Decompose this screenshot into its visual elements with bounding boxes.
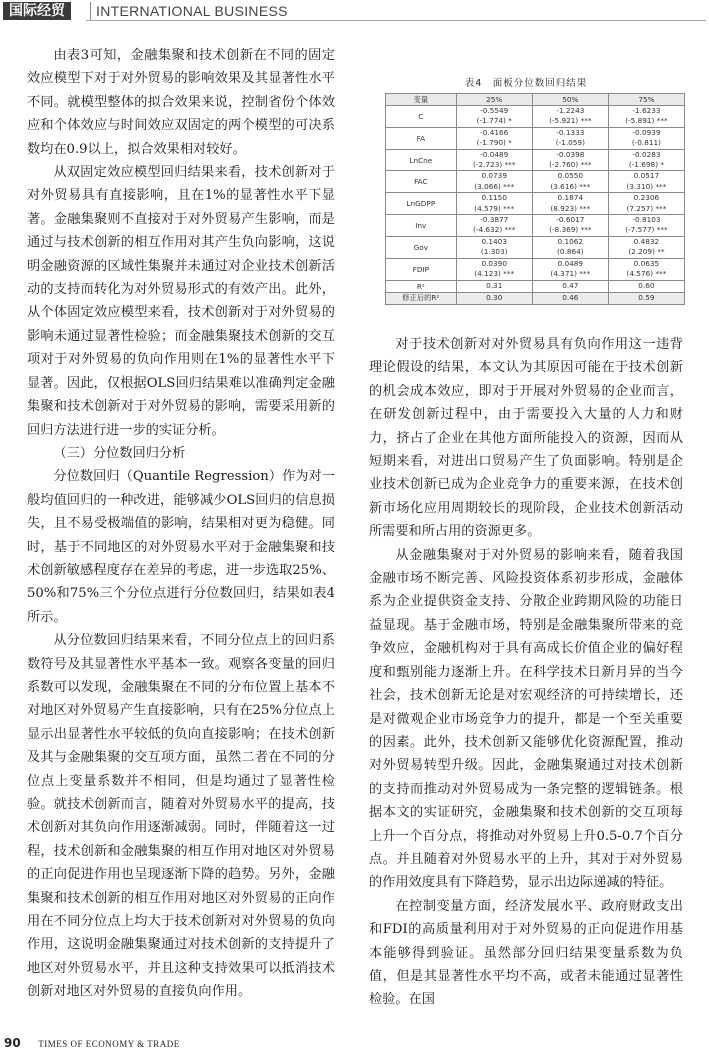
value-cell [456,149,532,171]
t-statistic: (-1.774) * [476,116,512,126]
column-header: 50% [532,94,608,106]
value-cell [456,127,532,149]
paragraph: 从金融集聚对于对外贸易的影响来看，随着我国金融市场不断完善、风险投资体系初步形成，金融体系为企业提供资金支持、分散企业跨期风险的功能日益显现。基于金融市场，特别是金融集聚所带来的竞争效应，金融机构对于具有高成长价值企业的偏好程度和甄别能力逐渐上升。在科学技术日新月异的当今社会，技术创新无论是对宏观经济的可持续增长，还是对微观企业市场竞争力的提升，都是一个至关重要的因素。此外，技术创新又能够优化资源配置，推动对外贸易转型升级。因此，金融集聚通过对技术创新的支持而推动对外贸易成为一条完整的逻辑链条。根据本文的实证研究，金融集聚和技术创新的交互项每上升一个百分点，将推动对外贸易上升0.5-0.7个百分点。并且随着对外贸易水平的上升，其对于对外贸易的作用效度具有下降趋势，显示出边际递减的特征。 [369,547,683,891]
value-cell [456,280,532,292]
t-statistic: (-8.369) *** [549,225,592,235]
coefficient: 0.0390 [481,258,507,268]
coefficient: -0.1333 [556,127,585,137]
table-header-row [386,94,685,106]
coefficient: -0.0283 [632,149,661,159]
coefficient: -1.6233 [632,106,661,115]
t-statistic: (3.616) *** [550,181,591,191]
t-statistic: (0.864) [557,247,584,257]
paragraph: 在控制变量方面，经济发展水平、政府财政支出和FDI的高质量利用对于对外贸易的正向促进作用基本能够得到验证。虽然部分回归结果变量系数为负值，但是其显著性水平均不高，或者未能通过显著性检验。在国 [369,898,683,1008]
value-cell [532,106,608,128]
paragraph: 对于技术创新对对外贸易具有负向作用这一违背理论假设的结果，本文认为其原因可能在于技术创新的机会成本效应，即对于开展对外贸易的企业而言，在研发创新过程中，由于需要投入大量的人力和财力，挤占了企业在其他方面所能投入的资源，因而从短期来看，对进出口贸易产生了负面影响。特别是企业技术创新已成为企业竞争力的重要来源，在技术创新市场化应用周期较长的现阶段，企业技术创新活动所需要和所占用的资源更多。 [369,337,683,540]
running-header [0,0,709,22]
coefficient: -0.4166 [480,127,509,137]
coefficient: -0.8103 [632,215,661,225]
value-cell [608,236,684,258]
t-statistic: (-2.760) *** [549,160,592,170]
section-heading: （三）分位数回归分析 [53,445,186,461]
coefficient: -0.6017 [556,215,585,225]
t-statistic: (1.303) [480,247,508,257]
table-row [386,171,685,193]
value-cell [532,292,608,304]
coefficient: -1.2243 [556,106,585,115]
value-cell [532,236,608,258]
value-cell [532,127,608,149]
section-label-cn: 国际经贸 [3,2,71,20]
coefficient: 0.46 [562,292,579,302]
value-cell [456,236,532,258]
value-cell [608,171,684,193]
t-statistic: (3.310) *** [626,181,667,191]
variable-cell: LnCne [386,149,457,171]
t-statistic: (-1.698) * [628,160,665,170]
regression-table [385,93,685,305]
t-statistic: (-5.891) *** [625,116,668,126]
value-cell [456,292,532,304]
t-statistic: (-2.723) *** [472,160,516,170]
value-cell [532,280,608,292]
variable-cell: FDIP [386,258,457,280]
variable-cell: FA [386,127,457,149]
coefficient: 0.4832 [633,236,660,246]
value-cell [608,292,684,304]
t-statistic: (4.579) *** [474,203,515,213]
table-row [386,292,685,304]
variable-cell: Inv [386,215,457,237]
value-cell [608,258,684,280]
value-cell [608,193,684,215]
coefficient: 0.31 [486,280,503,290]
column-header: 75% [608,94,684,106]
table-row [386,149,685,171]
coefficient: 0.0635 [633,258,660,268]
coefficient: 0.47 [562,280,579,290]
t-statistic: (8.923) *** [550,203,591,213]
coefficient: 0.59 [638,292,655,302]
variable-cell: 修正后的R² [386,292,457,304]
value-cell [532,193,608,215]
t-statistic: (3.066) *** [474,181,515,191]
coefficient: -0.0489 [480,149,509,159]
value-cell [608,127,684,149]
paragraph: 分位数回归（Quantile Regression）作为对一般均值回归的一种改进，能够减少OLS回归的信息损失，且不易受极端值的影响，结果相对更为稳健。同时，基于不同地区的对外贸易水平对于金融集聚和技术创新敏感程度存在差异的考虑，进一步选取25%、50%和75%三个分位点进行分位数回归，结果如表4所示。 [27,469,335,625]
t-statistic: (-5.921) *** [549,116,592,126]
coefficient: 0.0517 [633,171,660,181]
value-cell [456,215,532,237]
section-label-en: INTERNATIONAL BUSINESS [90,2,288,20]
table-row [386,127,685,149]
coefficient: 0.1062 [557,236,584,246]
table-row [386,280,685,292]
paragraph: 由表3可知，金融集聚和技术创新在不同的固定效应模型下对于对外贸易的影响效果及其显著性水平不同。就模型整体的拟合效果来说，控制省份个体效应和个体效应与时间效应双固定的两个模型的可决系数均在0.9以上，拟合效果相对较好。 [27,48,335,157]
paragraph: 从分位数回归结果来看，不同分位点上的回归系数符号及其显著性水平基本一致。观察各变量的回归系数可以发现，金融集聚在不同的分布位置上基本不对地区对外贸易产生直接影响，只有在25%分位点上显示出显著性水平较低的负向直接影响；在技术创新及其与金融集聚的交互项方面，虽然二者在不同的分位点上变量系数并不相同，但是均通过了显著性检验。就技术创新而言，随着对外贸易水平的提高，技术创新对其负向作用逐渐减弱。同时，伴随着这一过程，技术创新和金融集聚的相互作用对地区对外贸易的正向促进作用也呈现逐渐下降的趋势。另外，金融集聚和技术创新的相互作用对地区对外贸易的正向作用在不同分位点上均大于技术创新对对外贸易的负向作用，这说明金融集聚通过对技术创新的支持提升了地区对外贸易水平，并且这种支持效果可以抵消技术创新对地区对外贸易的直接负向作用。 [27,633,335,1000]
t-statistic: (4.123) *** [474,269,515,279]
table-caption: 表4 面板分位数回归结果 [464,78,588,89]
table-row [386,193,685,215]
coefficient: -0.0939 [632,127,661,137]
t-statistic: (-4.632) *** [472,225,516,235]
value-cell [532,215,608,237]
coefficient: 0.1150 [481,193,507,203]
t-statistic: (7.257) *** [626,203,667,213]
table-row [386,215,685,237]
coefficient: 0.30 [486,292,503,302]
value-cell [456,171,532,193]
right-column [369,333,683,1012]
variable-cell: LnGDPP [386,193,457,215]
coefficient: -0.0398 [556,149,585,159]
coefficient: -0.3877 [480,215,509,225]
value-cell [608,106,684,128]
variable-cell: C [386,106,457,128]
t-statistic: (-7.577) *** [625,225,668,235]
table-row [386,258,685,280]
variable-cell: FAC [386,171,457,193]
left-column [27,44,335,1004]
t-statistic: (4.371) *** [550,269,591,279]
value-cell [456,193,532,215]
coefficient: 0.60 [638,280,655,290]
column-header: 变量 [386,94,457,106]
coefficient: 0.0489 [557,258,584,268]
t-statistic: (-1.790) * [476,138,512,148]
t-statistic: (-0.811) [631,138,662,148]
table-body [386,106,685,305]
journal-name: TIMES OF ECONOMY & TRADE [38,1039,180,1049]
page-number: 90 [4,1036,21,1050]
t-statistic: (4.576) *** [626,269,667,279]
header-rule [86,20,706,21]
value-cell [532,149,608,171]
value-cell [608,280,684,292]
coefficient: 0.1874 [557,193,584,203]
coefficient: 0.0550 [557,171,584,181]
value-cell [456,106,532,128]
paragraph: 从双固定效应模型回归结果来看，技术创新对于对外贸易具有直接影响，且在1%的显著性水平下显著。金融集聚则不直接对于对外贸易产生影响，而是通过与技术创新的相互作用对其产生负向影响，这说明金融资源的区域性集聚并未通过对企业技术创新活动的支持而转化为对外贸易形式的有效产出。此外，从个体固定效应模型来看，技术创新对于对外贸易的影响未通过显著性检验；而金融集聚技术创新的交互项对于对外贸易的负向作用则在1%的显著性水平下显著。因此，仅根据OLS回归结果难以准确判定金融集聚和技术创新对于对外贸易的影响，需要采用新的回归方法进行进一步的实证分析。 [27,165,335,438]
value-cell [532,171,608,193]
t-statistic: (2.209) ** [628,247,665,257]
coefficient: 0.0739 [481,171,507,181]
coefficient: -0.5549 [480,106,509,115]
value-cell [532,258,608,280]
value-cell [608,149,684,171]
column-header: 25% [456,94,532,106]
coefficient: 0.2306 [633,193,660,203]
table-row [386,236,685,258]
variable-cell: Gov [386,236,457,258]
value-cell [456,258,532,280]
value-cell [608,215,684,237]
coefficient: 0.1403 [481,236,507,246]
variable-cell: R² [386,280,457,292]
t-statistic: (-1.059) [555,138,585,148]
table-row [386,106,685,128]
